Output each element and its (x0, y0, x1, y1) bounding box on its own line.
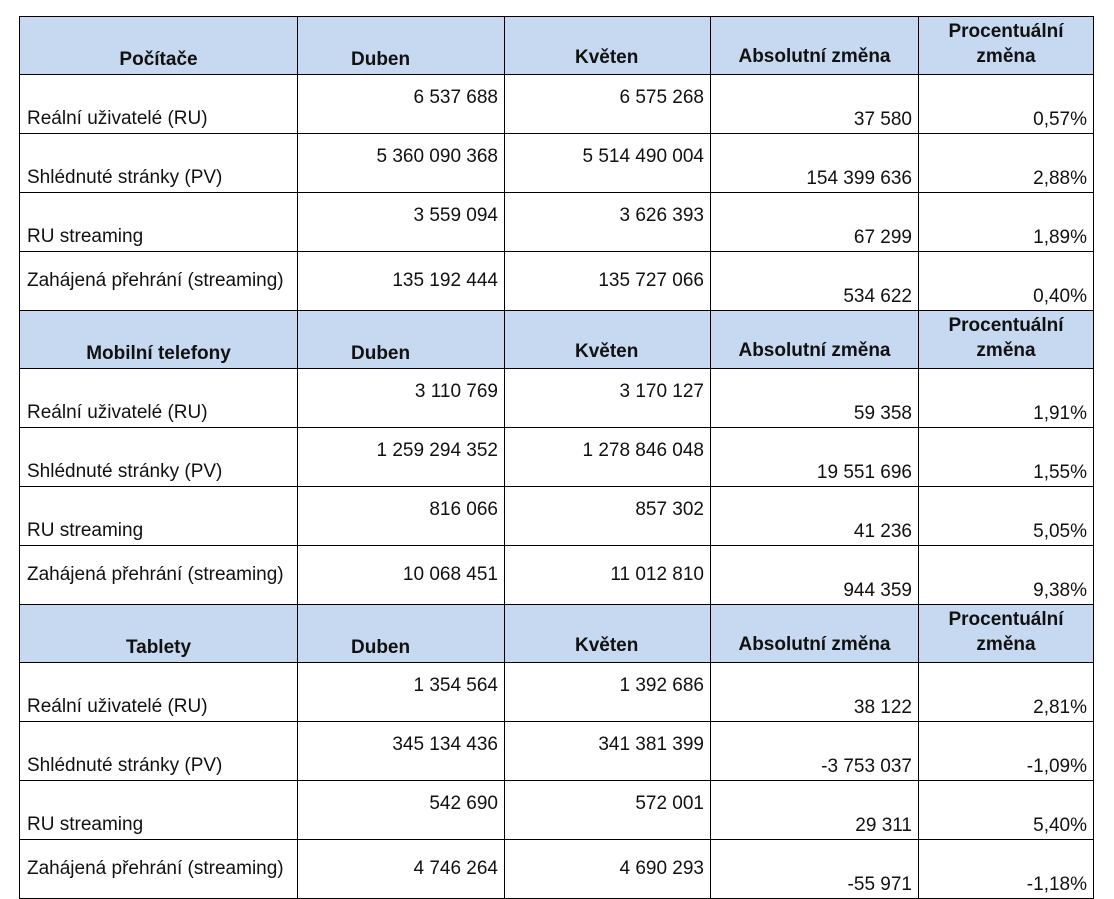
percent-change-value: 1,89% (919, 193, 1094, 252)
row-label: Reální uživatelé (RU) (20, 369, 298, 428)
column-header-percent-change: Procentuální změna (919, 311, 1094, 369)
percent-change-value: 1,55% (919, 428, 1094, 487)
row-label: Reální uživatelé (RU) (20, 663, 298, 722)
absolute-change-value: 944 359 (711, 546, 919, 605)
percent-change-value: 1,91% (919, 369, 1094, 428)
row-label: Shlédnuté stránky (PV) (20, 134, 298, 193)
column-header-april: Duben (298, 605, 505, 663)
row-label: Reální uživatelé (RU) (20, 75, 298, 134)
percent-change-value: 9,38% (919, 546, 1094, 605)
spreadsheet-table (19, 16, 1093, 895)
april-value: 1 354 564 (298, 663, 505, 722)
percent-change-value: 0,57% (919, 75, 1094, 134)
april-value: 5 360 090 368 (298, 134, 505, 193)
table-row (20, 781, 1094, 840)
percent-change-value: 5,40% (919, 781, 1094, 840)
april-value: 135 192 444 (298, 252, 505, 311)
column-header-absolute-change: Absolutní změna (711, 605, 919, 663)
table-row (20, 546, 1094, 605)
section-title: Tablety (20, 605, 298, 663)
may-value: 135 727 066 (505, 252, 711, 311)
column-header-percent-change: Procentuální změna (919, 605, 1094, 663)
column-header-may: Květen (505, 17, 711, 75)
table-row (20, 75, 1094, 134)
table-body (20, 17, 1094, 899)
may-value: 5 514 490 004 (505, 134, 711, 193)
table-row (20, 369, 1094, 428)
column-header-may: Květen (505, 605, 711, 663)
column-header-percent-change: Procentuální změna (919, 17, 1094, 75)
may-value: 341 381 399 (505, 722, 711, 781)
table-row (20, 663, 1094, 722)
column-header-april: Duben (298, 17, 505, 75)
absolute-change-value: 38 122 (711, 663, 919, 722)
section-title: Mobilní telefony (20, 311, 298, 369)
table-row (20, 193, 1094, 252)
row-label: Zahájená přehrání (streaming) (20, 252, 298, 311)
april-value: 10 068 451 (298, 546, 505, 605)
may-value: 857 302 (505, 487, 711, 546)
absolute-change-value: 19 551 696 (711, 428, 919, 487)
percent-change-value: 2,81% (919, 663, 1094, 722)
may-value: 1 278 846 048 (505, 428, 711, 487)
column-header-absolute-change: Absolutní změna (711, 17, 919, 75)
percent-change-value: -1,18% (919, 840, 1094, 899)
row-label: Zahájená přehrání (streaming) (20, 546, 298, 605)
section-header-row (20, 605, 1094, 663)
april-value: 542 690 (298, 781, 505, 840)
row-label: Shlédnuté stránky (PV) (20, 428, 298, 487)
april-value: 6 537 688 (298, 75, 505, 134)
percent-change-value: -1,09% (919, 722, 1094, 781)
row-label: Zahájená přehrání (streaming) (20, 840, 298, 899)
april-value: 3 110 769 (298, 369, 505, 428)
column-header-may: Květen (505, 311, 711, 369)
absolute-change-value: 67 299 (711, 193, 919, 252)
april-value: 1 259 294 352 (298, 428, 505, 487)
may-value: 3 170 127 (505, 369, 711, 428)
absolute-change-value: 59 358 (711, 369, 919, 428)
april-value: 3 559 094 (298, 193, 505, 252)
april-value: 4 746 264 (298, 840, 505, 899)
april-value: 345 134 436 (298, 722, 505, 781)
column-header-april: Duben (298, 311, 505, 369)
row-label: RU streaming (20, 193, 298, 252)
percent-change-value: 0,40% (919, 252, 1094, 311)
absolute-change-value: 534 622 (711, 252, 919, 311)
table-row (20, 428, 1094, 487)
table-row (20, 134, 1094, 193)
may-value: 11 012 810 (505, 546, 711, 605)
absolute-change-value: -55 971 (711, 840, 919, 899)
section-header-row (20, 17, 1094, 75)
absolute-change-value: 41 236 (711, 487, 919, 546)
percent-change-value: 2,88% (919, 134, 1094, 193)
absolute-change-value: 37 580 (711, 75, 919, 134)
row-label: RU streaming (20, 781, 298, 840)
may-value: 6 575 268 (505, 75, 711, 134)
absolute-change-value: 154 399 636 (711, 134, 919, 193)
table-row (20, 840, 1094, 899)
table-row (20, 722, 1094, 781)
absolute-change-value: -3 753 037 (711, 722, 919, 781)
stats-table (19, 16, 1094, 899)
april-value: 816 066 (298, 487, 505, 546)
percent-change-value: 5,05% (919, 487, 1094, 546)
column-header-absolute-change: Absolutní změna (711, 311, 919, 369)
table-row (20, 487, 1094, 546)
section-title: Počítače (20, 17, 298, 75)
row-label: Shlédnuté stránky (PV) (20, 722, 298, 781)
absolute-change-value: 29 311 (711, 781, 919, 840)
may-value: 572 001 (505, 781, 711, 840)
table-row (20, 252, 1094, 311)
row-label: RU streaming (20, 487, 298, 546)
may-value: 3 626 393 (505, 193, 711, 252)
may-value: 1 392 686 (505, 663, 711, 722)
section-header-row (20, 311, 1094, 369)
may-value: 4 690 293 (505, 840, 711, 899)
